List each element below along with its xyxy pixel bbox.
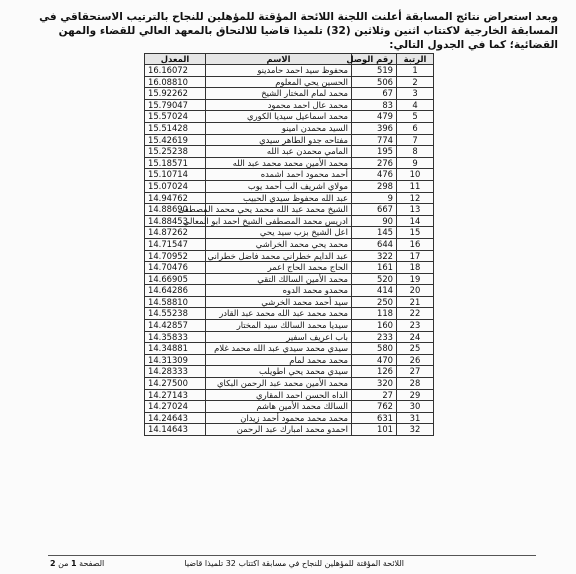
cell-receipt: 118 xyxy=(352,308,397,320)
page-total: 2 xyxy=(50,559,56,568)
cell-name: محمد الأمين محمد عبد الرحمن البكاي xyxy=(206,378,352,390)
cell-receipt: 90 xyxy=(352,215,397,227)
table-row xyxy=(145,204,434,216)
cell-name: الداه الحسن احمد المقاري xyxy=(206,389,352,401)
table-row xyxy=(145,238,434,250)
cell-receipt: 83 xyxy=(352,99,397,111)
cell-name: سيدي محمد سيدي عبد الله محمد غلام xyxy=(206,343,352,355)
table-row xyxy=(145,308,434,320)
cell-rank: 32 xyxy=(397,424,434,436)
table-row xyxy=(145,273,434,285)
header-rank: الرتبة xyxy=(397,54,434,65)
table-header-row xyxy=(145,54,434,65)
cell-average: 14.34881 xyxy=(145,343,206,355)
cell-name: محمدو محمد الدوه xyxy=(206,285,352,297)
table-row xyxy=(145,88,434,100)
header-receipt: رقم الوصل xyxy=(352,54,397,65)
table-row xyxy=(145,111,434,123)
cell-receipt: 276 xyxy=(352,157,397,169)
cell-average: 14.64286 xyxy=(145,285,206,297)
cell-receipt: 520 xyxy=(352,273,397,285)
table-row xyxy=(145,366,434,378)
page-number xyxy=(50,559,104,568)
cell-receipt: 320 xyxy=(352,378,397,390)
cell-average: 15.07024 xyxy=(145,180,206,192)
cell-rank: 21 xyxy=(397,296,434,308)
cell-rank: 2 xyxy=(397,76,434,88)
cell-receipt: 414 xyxy=(352,285,397,297)
cell-name: الشيخ محمد عبد الله محمد يحي محمد المصطفى xyxy=(206,204,352,216)
cell-receipt: 519 xyxy=(352,65,397,77)
cell-name: الحسين يحي المعلوم xyxy=(206,76,352,88)
cell-rank: 26 xyxy=(397,354,434,366)
cell-name: محمد لمام المختار الشيخ xyxy=(206,88,352,100)
cell-average: 14.27143 xyxy=(145,389,206,401)
results-body xyxy=(145,65,434,436)
table-row xyxy=(145,285,434,297)
cell-receipt: 160 xyxy=(352,320,397,332)
cell-receipt: 322 xyxy=(352,250,397,262)
cell-average: 16.16072 xyxy=(145,65,206,77)
cell-receipt: 67 xyxy=(352,88,397,100)
cell-name: الحاج محمد الحاج اعمر xyxy=(206,262,352,274)
cell-name: سيد أحمد محمد الخرشي xyxy=(206,296,352,308)
cell-rank: 28 xyxy=(397,378,434,390)
cell-name: المامي محمدن عبد الله xyxy=(206,146,352,158)
cell-receipt: 9 xyxy=(352,192,397,204)
cell-average: 14.28333 xyxy=(145,366,206,378)
cell-name: باب اعريف اسفير xyxy=(206,331,352,343)
results-table xyxy=(144,53,434,436)
page-of: من xyxy=(58,559,69,568)
cell-average: 14.66905 xyxy=(145,273,206,285)
table-row xyxy=(145,262,434,274)
cell-average: 14.24643 xyxy=(145,412,206,424)
table-row xyxy=(145,76,434,88)
cell-name: السالك محمد الأمين هاشم xyxy=(206,401,352,413)
table-row xyxy=(145,412,434,424)
cell-receipt: 762 xyxy=(352,401,397,413)
table-row xyxy=(145,99,434,111)
cell-receipt: 644 xyxy=(352,238,397,250)
cell-name: سيدي محمد يحي اطويلب xyxy=(206,366,352,378)
cell-receipt: 250 xyxy=(352,296,397,308)
cell-rank: 11 xyxy=(397,180,434,192)
cell-name: محمد الأمين السالك التقي xyxy=(206,273,352,285)
cell-average: 14.27024 xyxy=(145,401,206,413)
cell-average: 14.58810 xyxy=(145,296,206,308)
cell-receipt: 298 xyxy=(352,180,397,192)
cell-rank: 27 xyxy=(397,366,434,378)
table-row xyxy=(145,296,434,308)
table-row xyxy=(145,146,434,158)
cell-average: 15.51428 xyxy=(145,122,206,134)
footer-divider xyxy=(48,555,536,556)
cell-rank: 30 xyxy=(397,401,434,413)
cell-receipt: 476 xyxy=(352,169,397,181)
cell-name: محمد محمد محمود أحمد زيدان xyxy=(206,412,352,424)
cell-rank: 14 xyxy=(397,215,434,227)
cell-name: محفوظ سيد احمد حامدينو xyxy=(206,65,352,77)
cell-receipt: 479 xyxy=(352,111,397,123)
cell-receipt: 774 xyxy=(352,134,397,146)
table-row xyxy=(145,122,434,134)
cell-receipt: 470 xyxy=(352,354,397,366)
table-row xyxy=(145,192,434,204)
table-row xyxy=(145,169,434,181)
cell-receipt: 195 xyxy=(352,146,397,158)
page-current: 1 xyxy=(71,559,77,568)
cell-average: 14.88453 xyxy=(145,215,206,227)
table-row xyxy=(145,227,434,239)
cell-rank: 25 xyxy=(397,343,434,355)
cell-rank: 24 xyxy=(397,331,434,343)
cell-average: 14.35833 xyxy=(145,331,206,343)
cell-average: 14.70952 xyxy=(145,250,206,262)
cell-name: محمد عال احمد محمود xyxy=(206,99,352,111)
cell-name: السيد محمدن امينو xyxy=(206,122,352,134)
cell-name: مولاي اشريف الب أحمد يوب xyxy=(206,180,352,192)
table-row xyxy=(145,157,434,169)
cell-receipt: 145 xyxy=(352,227,397,239)
table-row xyxy=(145,343,434,355)
table-row xyxy=(145,378,434,390)
cell-receipt: 580 xyxy=(352,343,397,355)
footer-caption: اللائحة المؤقتة للمؤهلين للنجاح في مسابقة اكتتاب 32 تلميذا قاضيا xyxy=(184,559,404,568)
cell-rank: 7 xyxy=(397,134,434,146)
cell-average: 14.55238 xyxy=(145,308,206,320)
header-average: المعدل xyxy=(145,54,206,65)
cell-average: 15.57024 xyxy=(145,111,206,123)
cell-rank: 5 xyxy=(397,111,434,123)
header-name: الاسم xyxy=(206,54,352,65)
cell-rank: 23 xyxy=(397,320,434,332)
cell-rank: 18 xyxy=(397,262,434,274)
cell-receipt: 233 xyxy=(352,331,397,343)
cell-name: مفتاحه جدو الطاهر سيدي xyxy=(206,134,352,146)
cell-average: 14.94762 xyxy=(145,192,206,204)
table-row xyxy=(145,65,434,77)
cell-rank: 1 xyxy=(397,65,434,77)
cell-average: 14.27500 xyxy=(145,378,206,390)
cell-receipt: 161 xyxy=(352,262,397,274)
table-row xyxy=(145,354,434,366)
cell-average: 14.87262 xyxy=(145,227,206,239)
cell-average: 14.70476 xyxy=(145,262,206,274)
cell-name: سيديا محمد السالك سيد المختار xyxy=(206,320,352,332)
cell-receipt: 27 xyxy=(352,389,397,401)
cell-average: 14.71547 xyxy=(145,238,206,250)
cell-name: اعل الشيخ بزب سيد يحي xyxy=(206,227,352,239)
cell-name: محمد اسماعيل سيديا الكوري xyxy=(206,111,352,123)
cell-average: 16.08810 xyxy=(145,76,206,88)
cell-average: 14.88690 xyxy=(145,204,206,216)
cell-name: ادريس محمد المصطفى الشيخ احمد ابو المعالي xyxy=(206,215,352,227)
cell-rank: 31 xyxy=(397,412,434,424)
table-row xyxy=(145,389,434,401)
cell-name: أحمد محمود احمد اشمده xyxy=(206,169,352,181)
cell-receipt: 101 xyxy=(352,424,397,436)
cell-rank: 20 xyxy=(397,285,434,297)
cell-name: محمد محمد لمام xyxy=(206,354,352,366)
cell-rank: 8 xyxy=(397,146,434,158)
intro-paragraph: وبعد استعراض نتائج المسابقة أعلنت اللجنة اللائحة المؤقتة للمؤهلين للنجاح بالترتيب الاستحقاقي في المسابقة الخارجية لاكتتاب اثنين وثلاثين (32) تلميذا قاضيا للالتحاق بالمعهد العالي للقضاء والمهن القضائية؛ كما في الجدول التالي: xyxy=(39,11,558,51)
cell-receipt: 631 xyxy=(352,412,397,424)
cell-average: 15.92262 xyxy=(145,88,206,100)
table-row xyxy=(145,215,434,227)
cell-name: محمد يحي محمد الخراشي xyxy=(206,238,352,250)
cell-name: عبد الدايم خطراني محمد فاضل خطراني xyxy=(206,250,352,262)
cell-rank: 3 xyxy=(397,88,434,100)
cell-receipt: 396 xyxy=(352,122,397,134)
table-row xyxy=(145,134,434,146)
cell-name: عبد الله محفوظ سيدي الحبيب xyxy=(206,192,352,204)
table-row xyxy=(145,250,434,262)
cell-receipt: 126 xyxy=(352,366,397,378)
cell-average: 15.18571 xyxy=(145,157,206,169)
cell-rank: 10 xyxy=(397,169,434,181)
table-row xyxy=(145,320,434,332)
table-row xyxy=(145,424,434,436)
cell-receipt: 667 xyxy=(352,204,397,216)
cell-average: 15.25238 xyxy=(145,146,206,158)
table-row xyxy=(145,401,434,413)
cell-average: 14.31309 xyxy=(145,354,206,366)
cell-rank: 17 xyxy=(397,250,434,262)
cell-average: 15.79047 xyxy=(145,99,206,111)
cell-average: 15.42619 xyxy=(145,134,206,146)
cell-name: محمد الأمين محمد محمد عبد الله xyxy=(206,157,352,169)
cell-rank: 29 xyxy=(397,389,434,401)
table-row xyxy=(145,180,434,192)
cell-rank: 6 xyxy=(397,122,434,134)
cell-rank: 4 xyxy=(397,99,434,111)
page-label: الصفحة xyxy=(79,559,105,568)
cell-rank: 9 xyxy=(397,157,434,169)
cell-average: 15.10714 xyxy=(145,169,206,181)
table-row xyxy=(145,331,434,343)
cell-receipt: 506 xyxy=(352,76,397,88)
cell-name: احمدو محمد امبارك عبد الرحمن xyxy=(206,424,352,436)
cell-rank: 19 xyxy=(397,273,434,285)
cell-rank: 22 xyxy=(397,308,434,320)
cell-rank: 15 xyxy=(397,227,434,239)
cell-name: محمد محمد عبد الله محمد عبد القادر xyxy=(206,308,352,320)
cell-average: 14.42857 xyxy=(145,320,206,332)
cell-rank: 16 xyxy=(397,238,434,250)
cell-rank: 12 xyxy=(397,192,434,204)
cell-average: 14.14643 xyxy=(145,424,206,436)
cell-rank: 13 xyxy=(397,204,434,216)
